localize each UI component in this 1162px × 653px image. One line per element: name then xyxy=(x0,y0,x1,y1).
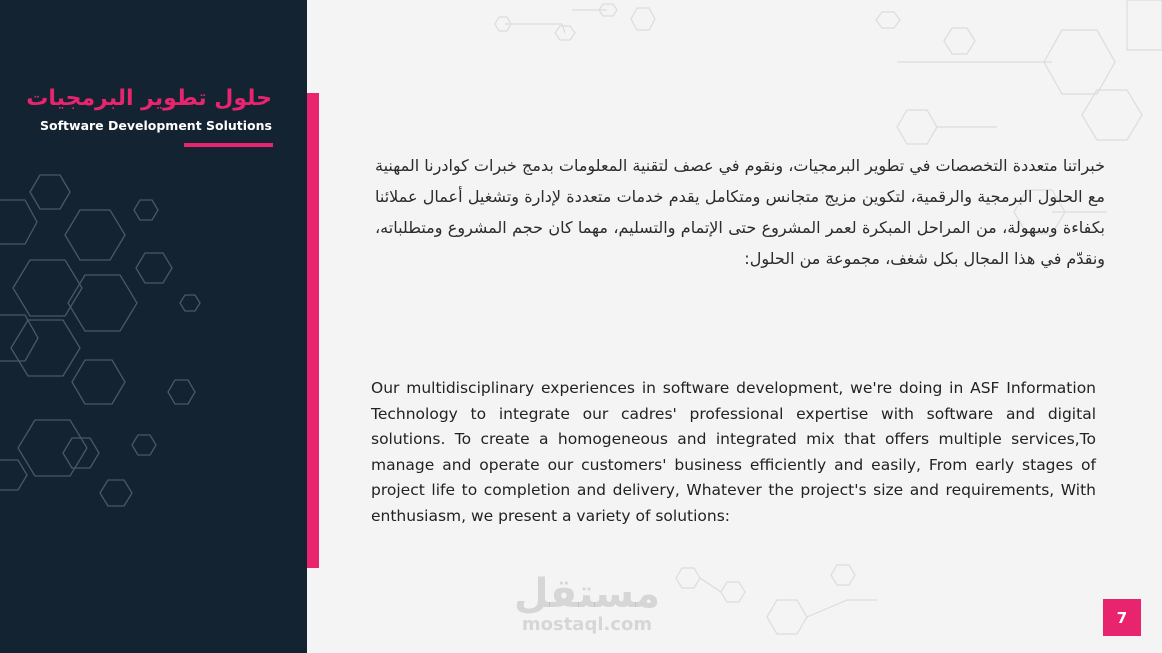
description-arabic: خبراتنا متعددة التخصصات في تطوير البرمجيات، ونقوم في عصف لتقنية المعلومات بدمج خبرات كوادرنا المهنية مع الحلول البرمجية والرقمية، لتكوين مزيج متجانس ومتكامل يقدم خدمات متعددة لإدارة وتشغيل أعمال عملائنا بكفاءة وسهولة، من المراحل المبكرة لعمر المشروع حتى الإتمام والتسليم، مهما كان حجم المشروع ومتطلباته، ونقدّم في هذا المجال بكل شغف، مجموعة من الحلول: xyxy=(375,156,1105,268)
description-english: Our multidisciplinary experiences in software development, we're doing in ASF Information Technology to integrate our cadres' professional expertise with software and digital solutions. To create a homogeneous and integrated mix that offers multiple services,To manage and operate our customers' business efficiently and easily, From early stages of project life to completion and delivery, Whatever the project's size and requirements, With enthusiasm, we present a variety of solutions: xyxy=(371,379,1096,525)
content-area xyxy=(307,0,1162,653)
slide-title-english: Software Development Solutions xyxy=(40,118,272,133)
title-underline xyxy=(184,143,273,147)
watermark-url-text: mostaql.com xyxy=(521,614,653,635)
watermark-arabic-text: مستقل xyxy=(513,571,661,617)
mostaql-watermark xyxy=(502,573,672,635)
page-number-badge: 7 xyxy=(1103,599,1141,636)
slide-title-arabic: حلول تطوير البرمجيات xyxy=(26,86,272,111)
hexagon-pattern-decoration xyxy=(0,170,307,530)
sidebar-panel xyxy=(0,0,307,653)
hexagon-network-decoration xyxy=(307,0,1162,653)
